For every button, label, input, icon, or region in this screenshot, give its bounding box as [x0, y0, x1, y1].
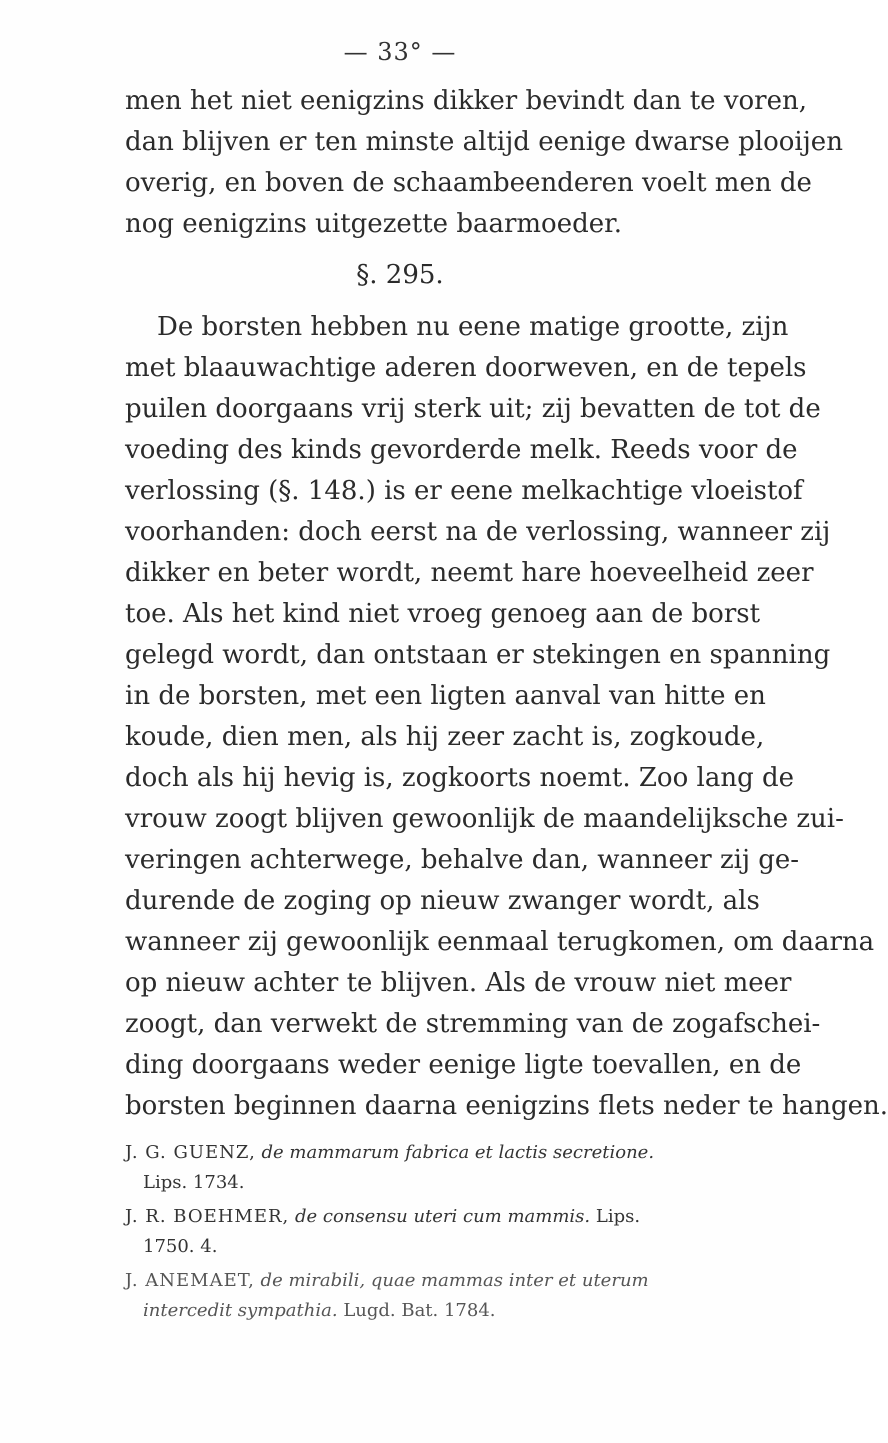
text-line: op nieuw achter te blijven. Als de vrouw niet meer: [125, 968, 792, 998]
text-line: wanneer zij gewoonlijk eenmaal terugkomen, om daarna: [125, 927, 875, 957]
text-line: puilen doorgaans vrij sterk uit; zij bevatten de tot de: [125, 394, 821, 424]
text-line: men het niet eenigzins dikker bevindt dan te voren,: [125, 86, 808, 116]
reference-imprint: Lugd. Bat. 1784.: [343, 1300, 496, 1321]
text-line: gelegd wordt, dan ontstaan er stekingen en spanning: [125, 640, 831, 670]
reference-entry: [125, 1268, 733, 1294]
text-line: doch als hij hevig is, zogkoorts noemt. Zoo lang de: [125, 763, 795, 793]
text-line: nog eenigzins uitgezette baarmoeder.: [125, 209, 622, 239]
text-line: voeding des kinds gevorderde melk. Reeds voor de: [125, 435, 798, 465]
text-line: voorhanden: doch eerst na de verlossing, wanneer zij: [125, 517, 831, 547]
reference-title: de consensu uteri cum mammis.: [295, 1206, 591, 1227]
text-line: De borsten hebben nu eene matige grootte, zijn: [157, 312, 789, 342]
section-heading: §. 295.: [356, 260, 444, 290]
text-line: met blaauwachtige aderen doorweven, en de tepels: [125, 353, 807, 383]
page-number: — 33° —: [343, 38, 457, 66]
text-line: verlossing (§. 148.) is er eene melkachtige vloeistof: [125, 476, 803, 506]
text-line: vrouw zoogt blijven gewoonlijk de maandelijksche zui-: [125, 804, 844, 834]
text-line: dan blijven er ten minste altijd eenige dwarse plooijen: [125, 127, 843, 157]
reference-author: J. ANEMAET,: [125, 1270, 255, 1291]
text-line: zoogt, dan verwekt de stremming van de zogafschei-: [125, 1009, 821, 1039]
reference-author: J. G. GUENZ,: [125, 1142, 256, 1163]
reference-title: intercedit sympathia.: [143, 1300, 338, 1321]
text-line: koude, dien men, als hij zeer zacht is, zogkoude,: [125, 722, 765, 752]
text-line: overig, en boven de schaambeenderen voelt men de: [125, 168, 812, 198]
reference-entry: [125, 1204, 733, 1230]
text-line: durende de zoging op nieuw zwanger wordt, als: [125, 886, 760, 916]
text-line: dikker en beter wordt, neemt hare hoeveelheid zeer: [125, 558, 814, 588]
text-line: borsten beginnen daarna eenigzins flets neder te hangen.: [125, 1091, 888, 1121]
reference-author: J. R. BOEHMER,: [125, 1206, 290, 1227]
reference-imprint: Lips.: [595, 1206, 641, 1227]
text-line: toe. Als het kind niet vroeg genoeg aan de borst: [125, 599, 761, 629]
reference-entry: [125, 1140, 733, 1166]
reference-entry: [143, 1298, 751, 1324]
reference-title: de mirabili, quae mammas inter et uterum: [260, 1270, 649, 1291]
text-line: in de borsten, met een ligten aanval van hitte en: [125, 681, 766, 711]
reference-imprint: Lips. 1734.: [143, 1172, 245, 1193]
reference-imprint: 1750. 4.: [143, 1236, 218, 1257]
reference-title: de mammarum fabrica et lactis secretione.: [261, 1142, 655, 1163]
text-line: ding doorgaans weder eenige ligte toevallen, en de: [125, 1050, 802, 1080]
text-line: veringen achterwege, behalve dan, wanneer zij ge-: [125, 845, 800, 875]
